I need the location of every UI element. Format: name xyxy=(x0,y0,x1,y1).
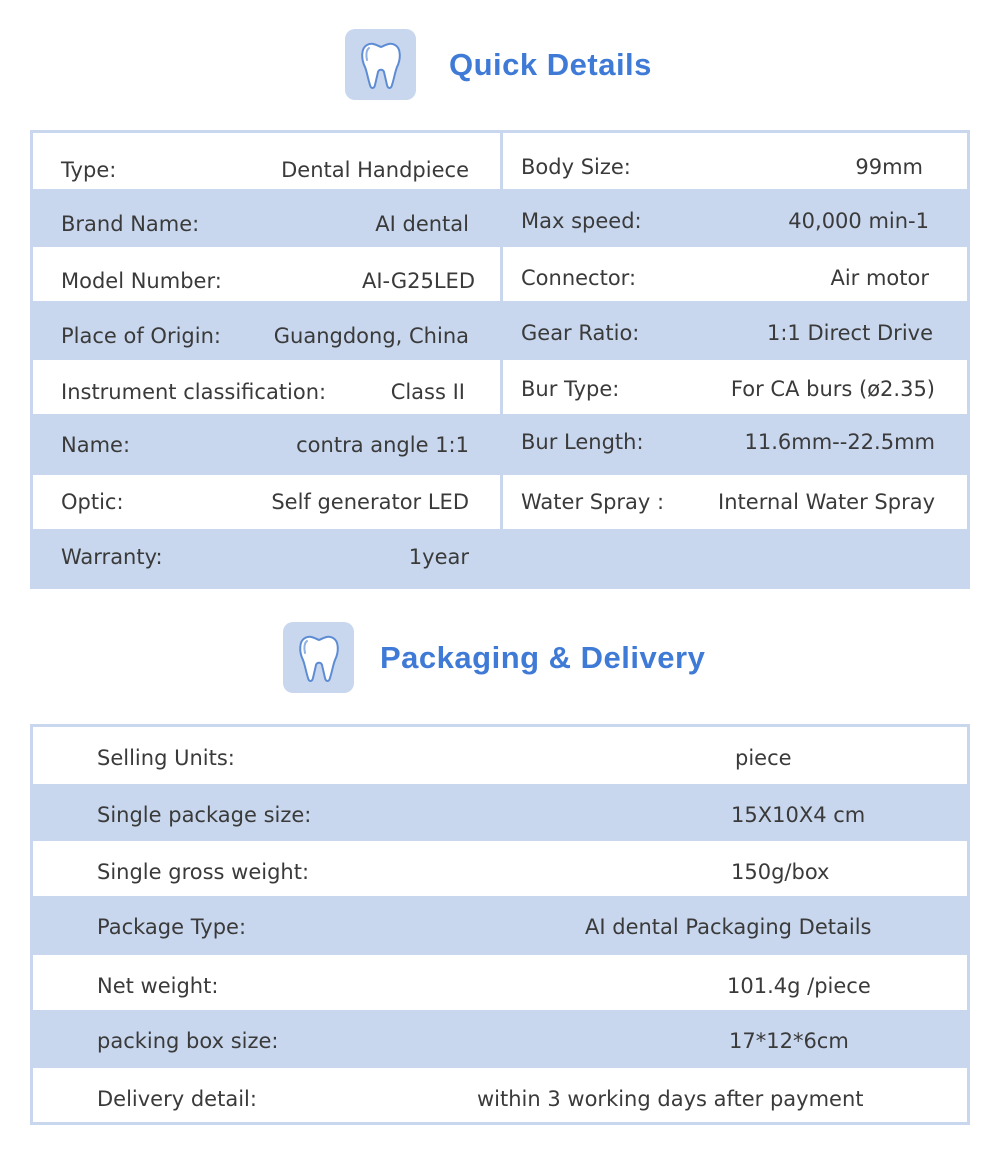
column-divider xyxy=(500,133,503,586)
quick-details-table xyxy=(30,130,970,589)
spec-value: 40,000 min-1 xyxy=(788,209,929,233)
tooth-icon xyxy=(358,39,404,91)
spec-label: Name: xyxy=(61,433,131,457)
spec-label: Brand Name: xyxy=(61,212,200,236)
table-row xyxy=(33,727,967,784)
spec-value: Internal Water Spray xyxy=(718,490,935,514)
spec-value: For CA burs (ø2.35) xyxy=(730,377,935,401)
spec-value: 99mm xyxy=(855,155,923,179)
packaging-label: Delivery detail: xyxy=(97,1087,257,1111)
spec-value: Guangdong, China xyxy=(273,324,469,348)
spec-label: Max speed: xyxy=(521,209,642,233)
spec-value: AI dental xyxy=(375,212,469,236)
packaging-value: 17*12*6cm xyxy=(729,1029,849,1053)
packaging-value: AI dental Packaging Details xyxy=(585,915,872,939)
packaging-label: Package Type: xyxy=(97,915,247,939)
packaging-table xyxy=(30,724,970,1125)
spec-label: Optic: xyxy=(61,490,124,514)
spec-label: Instrument classification: xyxy=(61,380,327,404)
packaging-label: packing box size: xyxy=(97,1029,279,1053)
table-row xyxy=(33,784,967,841)
spec-label: Body Size: xyxy=(521,155,631,179)
table-row xyxy=(33,896,967,955)
packaging-value: 150g/box xyxy=(731,860,830,884)
packaging-value: 15X10X4 cm xyxy=(731,803,866,827)
table-row xyxy=(33,1068,967,1122)
packaging-label: Single package size: xyxy=(97,803,312,827)
packaging-label: Net weight: xyxy=(97,974,219,998)
table-row xyxy=(33,841,967,896)
quick-details-header xyxy=(345,29,652,100)
spec-label: Model Number: xyxy=(61,269,222,293)
spec-value: 1year xyxy=(408,545,469,569)
packaging-value: within 3 working days after payment xyxy=(477,1087,864,1111)
packaging-value: piece xyxy=(735,746,792,770)
spec-value: contra angle 1:1 xyxy=(296,433,469,457)
packaging-value: 101.4g /piece xyxy=(727,974,871,998)
spec-value: 1:1 Direct Drive xyxy=(766,321,933,345)
spec-value: Self generator LED xyxy=(271,490,469,514)
spec-label: Bur Type: xyxy=(521,377,620,401)
spec-label: Place of Origin: xyxy=(61,324,221,348)
packaging-label: Selling Units: xyxy=(97,746,235,770)
spec-label: Water Spray : xyxy=(521,490,665,514)
spec-label: Warranty: xyxy=(61,545,163,569)
tooth-icon xyxy=(296,632,342,684)
spec-value: Air motor xyxy=(830,266,929,290)
packaging-header xyxy=(283,622,705,693)
section-title: Quick Details xyxy=(449,46,652,82)
table-row xyxy=(33,955,967,1010)
spec-label: Type: xyxy=(61,158,117,182)
spec-value: 11.6mm--22.5mm xyxy=(744,430,935,454)
table-row xyxy=(33,1010,967,1068)
spec-value: Dental Handpiece xyxy=(281,158,469,182)
tooth-icon-box xyxy=(345,29,416,100)
spec-label: Connector: xyxy=(521,266,637,290)
packaging-label: Single gross weight: xyxy=(97,860,310,884)
spec-label: Gear Ratio: xyxy=(521,321,640,345)
spec-value: AI-G25LED xyxy=(361,269,475,293)
tooth-icon-box xyxy=(283,622,354,693)
section-title: Packaging & Delivery xyxy=(380,639,706,675)
spec-label: Bur Length: xyxy=(521,430,644,454)
spec-value: Class II xyxy=(390,380,465,404)
